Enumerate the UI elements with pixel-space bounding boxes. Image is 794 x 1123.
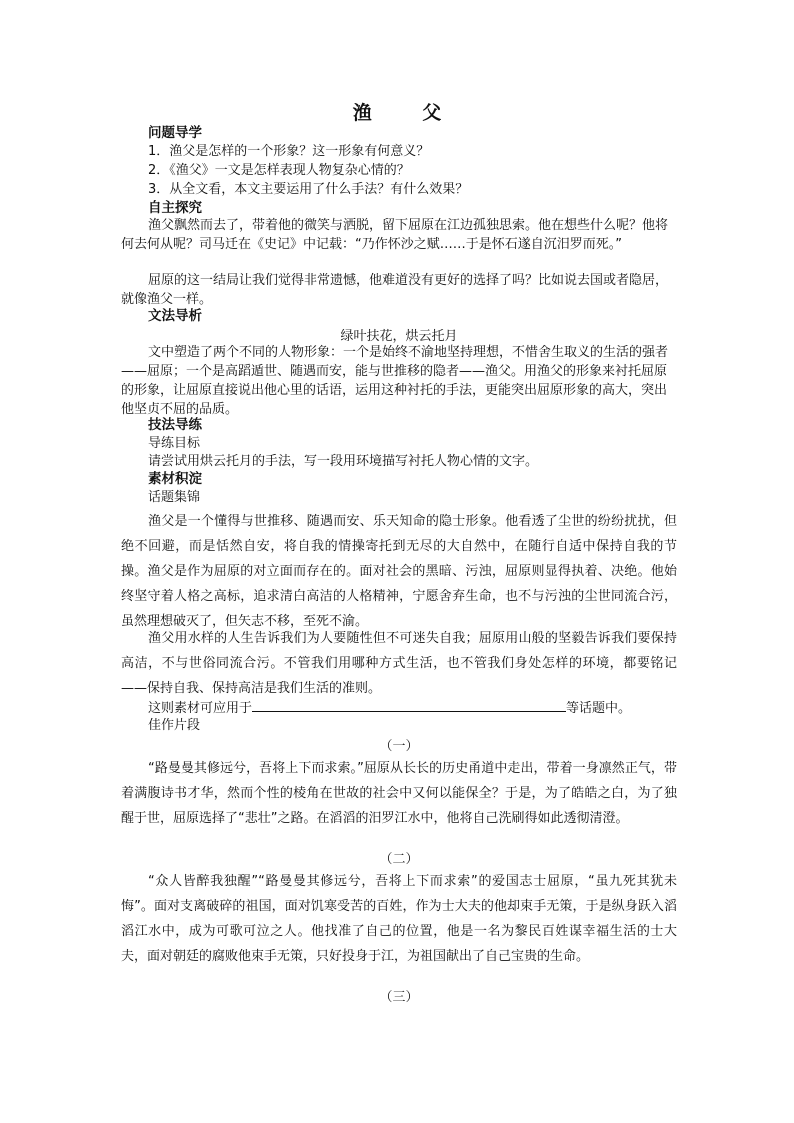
method-subtitle: 绿叶扶花，烘云托月 [340,329,458,344]
fill-in-row [148,697,631,716]
explore-paragraph-1: 渔父飘然而去了，带着他的微笑与洒脱，留下屈原在江边孤独思索。他在想些什么呢？他将何去何从呢？司马迁在《史记》中记载：“乃作怀沙之赋……于是怀石遂自沉汨罗而死。” [121,218,669,252]
excerpts-heading: 佳作片段 [148,718,201,733]
fill-suffix: 等话题中。 [566,701,632,716]
heading-practice: 技法导练 [148,417,202,433]
page-title: 渔 父 [352,102,464,124]
fill-prefix: 这则素材可应用于 [148,701,253,716]
excerpt-1-label: （一） [379,739,419,754]
question-1: 1．渔父是怎样的一个形象？这一形象有何意义？ [148,144,430,159]
method-paragraph: 文中塑造了两个不同的人物形象：一个是始终不渝地坚持理想，不惜舍生取义的生活的强者——屈原；一个是高蹈遁世、随遇而安，能与世推移的隐者——渔父。用渔父的形象来衬托屈原的形象，让屈原直接说出他心里的话语，运用这种衬托的手法，更能突出屈原形象的高大，突出他坚贞不屈的品质。 [121,345,669,417]
excerpt-2-label: （二） [379,852,419,867]
excerpt-2-text: “众人皆醉我独醒”“路曼曼其修远兮，吾将上下而求索”的爱国志士屈原，“虽九死其犹未悔”。面对支离破碎的祖国，面对饥寒受苦的百姓，作为士大夫的他却束手无策，于是纵身跃入滔滔江水中，成为可歌可泣之人。他找准了自己的位置，他是一名为黎民百姓谋幸福生活的士大夫，面对朝廷的腐败他束手无策，只好投身于江，为祖国献出了自己宝贵的生命。 [121,874,677,964]
excerpt-1-text: “路曼曼其修远兮，吾将上下而求索。”屈原从长长的历史甬道中走出，带着一身凛然正气，带着满腹诗书才华，然而个性的棱角在世故的社会中又何以能保全？于是，为了皓皓之白，为了独醒于世，屈原选择了“悲壮”之路。在滔滔的汨罗江水中，他将自己洗刷得如此透彻清澄。 [121,761,677,826]
practice-subheading: 导练目标 [148,436,201,451]
material-subheading: 话题集锦 [148,490,201,505]
heading-method-analysis: 文法导析 [148,308,202,324]
heading-self-explore: 自主探究 [148,200,202,216]
explore-paragraph-2: 屈原的这一结局让我们觉得非常遗憾，他难道没有更好的选择了吗？比如说去国或者隐居，就像渔父一样。 [121,273,669,307]
practice-task: 请尝试用烘云托月的手法，写一段用环境描写衬托人物心情的文字。 [148,454,539,469]
material-paragraph-2: 渔父用水样的人生告诉我们为人要随性但不可迷失自我；屈原用山般的坚毅告诉我们要保持高洁，不与世俗同流合污。不管我们用哪种方式生活，也不管我们身处怎样的环境，都要铭记——保持自我、保持高洁是我们生活的准则。 [121,631,677,696]
fill-blank-line[interactable] [252,697,566,712]
material-paragraph-1: 渔父是一个懂得与世推移、随遇而安、乐天知命的隐士形象。他看透了尘世的纷纷扰扰，但绝不回避，而是恬然自安，将自我的情操寄托到无尽的大自然中，在随行自适中保持自我的节操。渔父是作为屈原的对立面而存在的。面对社会的黑暗、污浊，屈原则显得执着、决绝。他始终坚守着人格之高标，追求清白高洁的人格精神，宁愿舍弃生命，也不与污浊的尘世同流合污，虽然理想破灭了，但矢志不移，至死不渝。 [121,514,677,629]
question-2: 2．《渔父》一文是怎样表现人物复杂心情的？ [148,163,410,178]
heading-question-guide: 问题导学 [148,125,202,141]
excerpt-3-label: （三） [379,990,419,1005]
heading-material: 素材积淀 [148,471,202,487]
question-3: 3．从全文看，本文主要运用了什么手法？有什么效果？ [148,182,469,197]
